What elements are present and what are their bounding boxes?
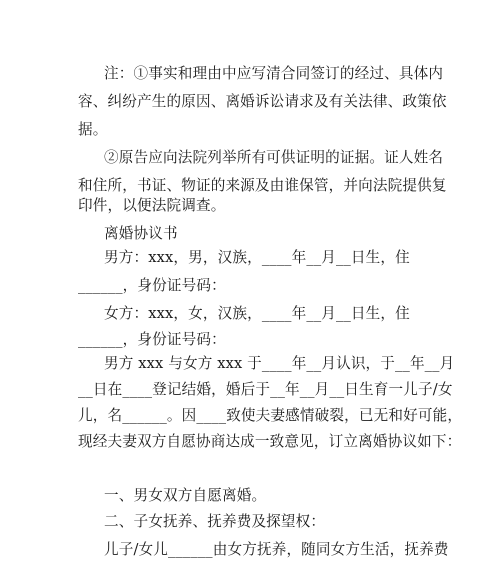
body-paragraph-line-2: __日在____登记结婚，婚后于__年__月__日生育一儿子/女 xyxy=(78,381,453,398)
male-party-line-2: ______，身份证号码： xyxy=(78,277,226,294)
body-paragraph-line-1: 男方 xxx 与女方 xxx 于____年__月认识，于__年__月 xyxy=(104,355,455,372)
section-one-heading: 一、男女双方自愿离婚。 xyxy=(104,487,267,504)
section-two-heading: 二、子女抚养、抚养费及探望权： xyxy=(104,513,326,530)
agreement-title: 离婚协议书 xyxy=(104,225,178,242)
note-line-3: 据。 xyxy=(78,121,108,138)
note-line-2: 容、纠纷产生的原因、离婚诉讼请求及有关法律、政策依 xyxy=(78,93,447,110)
female-party-line-1: 女方：xxx，女，汉族，____年__月__日生，住 xyxy=(104,305,410,322)
female-party-line-2: ______，身份证号码： xyxy=(78,331,226,348)
note-line-1: 注：①事实和理由中应写清合同签订的经过、具体内 xyxy=(104,65,444,82)
body-paragraph-line-3: 儿，名______。因____致使夫妻感情破裂，已无和好可能， xyxy=(78,407,463,424)
male-party-line-1: 男方：xxx，男，汉族，____年__月__日生，住 xyxy=(104,249,410,266)
custody-line: 儿子/女儿______由女方抚养，随同女方生活，抚养费 xyxy=(104,541,449,558)
note-line-4: ②原告应向法院列举所有可供证明的证据。证人姓名 xyxy=(104,149,444,166)
body-paragraph-line-4: 现经夫妻双方自愿协商达成一致意见，订立离婚协议如下： xyxy=(78,433,462,450)
note-line-5: 和住所，书证、物证的来源及由谁保管，并向法院提供复 xyxy=(78,177,447,194)
note-line-6: 印件，以便法院调查。 xyxy=(78,197,226,214)
